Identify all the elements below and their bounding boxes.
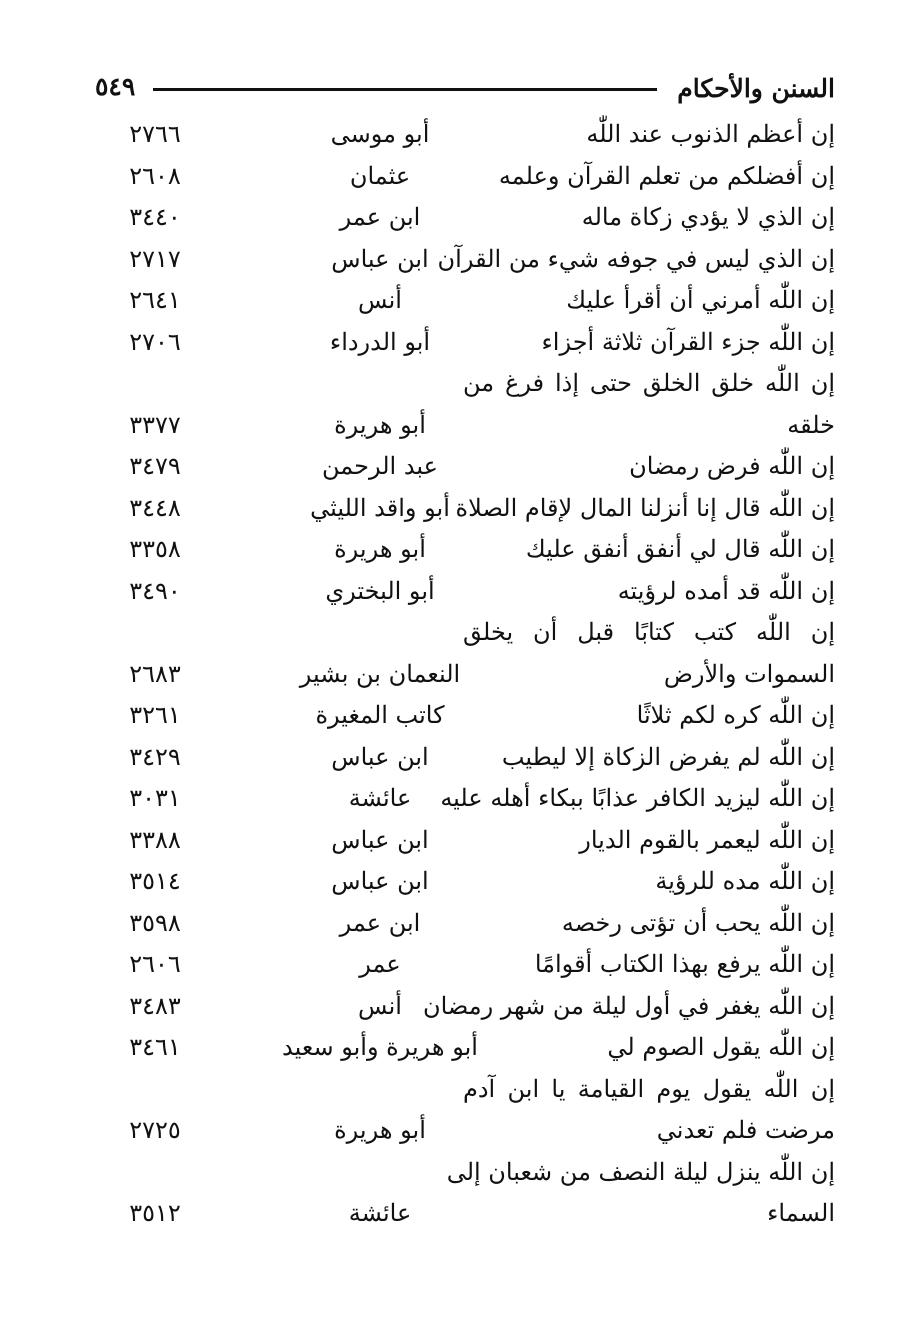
narrator-name: كاتب المغيرة (315, 701, 445, 729)
narrator-name: أنس (358, 286, 402, 314)
hadith-number: ٢٧٢٥ (129, 1116, 181, 1144)
index-row (95, 986, 835, 1028)
hadith-number: ٢٦٠٨ (129, 161, 181, 190)
index-row (95, 197, 835, 239)
index-row (95, 1027, 835, 1069)
index-row (95, 778, 835, 820)
hadith-text: إن اللّٰه لم يفرض الزكاة إلا ليطيب (501, 742, 835, 771)
hadith-number: ٢٧٠٦ (129, 327, 181, 356)
index-row (95, 612, 835, 654)
index-row (95, 114, 835, 156)
hadith-number: ٣٤٤٨ (129, 493, 181, 522)
hadith-number: ٣٤٤٠ (129, 203, 181, 231)
narrator-name: ابن عباس (331, 825, 429, 854)
narrator-name: عبد الرحمن (322, 452, 438, 480)
hadith-text: إن اللّٰه قد أمده لرؤيته (617, 576, 835, 605)
index-row (95, 446, 835, 488)
index-row (95, 363, 835, 405)
narrator-name: ابن عباس (331, 244, 429, 273)
hadith-number: ٣٤٢٩ (129, 742, 181, 771)
hadith-text: إن اللّٰه قال لي أنفق أنفق عليك (525, 535, 835, 563)
narrator-name: أبو واقد الليثي (310, 493, 450, 522)
running-title: السنن والأحكام (677, 74, 835, 103)
index-row (95, 944, 835, 986)
hadith-text: إن أفضلكم من تعلم القرآن وعلمه (498, 161, 835, 190)
header-rule (153, 88, 657, 91)
page-number: ٥٤٩ (95, 72, 136, 101)
hadith-text: إن اللّٰه أمرني أن أقرأ عليك (566, 286, 835, 314)
hadith-text: إن اللّٰه جزء القرآن ثلاثة أجزاء (541, 327, 835, 356)
narrator-name: النعمان بن بشير (299, 659, 461, 688)
index-row (95, 903, 835, 945)
index-row (95, 322, 835, 364)
hadith-number: ٢٦٤١ (129, 286, 181, 314)
hadith-text: إن اللّٰه فرض رمضان (629, 452, 835, 480)
hadith-number: ٣٣٥٨ (129, 535, 181, 563)
hadith-index (95, 114, 835, 1235)
hadith-text: إن اللّٰه كتب كتابًا قبل أن يخلق (463, 618, 835, 646)
hadith-number: ٣٢٦١ (129, 701, 181, 729)
narrator-name: ابن عباس (331, 867, 429, 895)
narrator-name: عمر (359, 950, 401, 978)
hadith-text: إن الذي ليس في جوفه شيء من القرآن (437, 244, 835, 273)
narrator-name: أبو موسى (330, 120, 430, 148)
hadith-number: ٣٥١٤ (129, 867, 181, 895)
page-header (95, 70, 835, 110)
index-row (95, 280, 835, 322)
hadith-number: ٣٠٣١ (129, 784, 181, 812)
index-row (95, 488, 835, 530)
index-row (95, 1069, 835, 1111)
hadith-number: ٣٣٨٨ (129, 825, 181, 854)
index-row (95, 239, 835, 281)
index-row (95, 1193, 835, 1235)
narrator-name: أنس (358, 991, 402, 1020)
index-row (95, 820, 835, 862)
index-row (95, 861, 835, 903)
hadith-text: إن اللّٰه يحب أن تؤتى رخصه (561, 908, 835, 937)
narrator-name: أبو هريرة (334, 410, 426, 439)
hadith-number: ٣٤٦١ (129, 1033, 181, 1061)
narrator-name: أبو البختري (325, 576, 435, 605)
hadith-text: إن اللّٰه يغفر في أول ليلة من شهر رمضان (422, 991, 835, 1020)
narrator-name: عائشة (348, 784, 412, 812)
index-row (95, 405, 835, 447)
hadith-text: إن اللّٰه مده للرؤية (655, 867, 835, 895)
index-row (95, 529, 835, 571)
hadith-text: إن الذي لا يؤدي زكاة ماله (581, 203, 835, 231)
hadith-text: إن اللّٰه ينزل ليلة النصف من شعبان إلى (446, 1157, 835, 1186)
hadith-text: إن اللّٰه ليزيد الكافر عذابًا ببكاء أهله عليه (440, 784, 835, 812)
hadith-number: ٢٧١٧ (129, 244, 181, 273)
index-row (95, 695, 835, 737)
hadith-text: إن اللّٰه يرفع بهذا الكتاب أقوامًا (534, 950, 835, 978)
index-row (95, 571, 835, 613)
hadith-text: مرضت فلم تعدني (656, 1116, 835, 1144)
index-row (95, 737, 835, 779)
narrator-name: عائشة (348, 1199, 412, 1227)
hadith-text: إن أعظم الذنوب عند اللّٰه (586, 120, 835, 148)
hadith-number: ٣٥١٢ (129, 1199, 181, 1227)
narrator-name: عثمان (349, 161, 411, 190)
narrator-name: ابن عباس (331, 742, 429, 771)
narrator-name: ابن عمر (339, 203, 421, 231)
hadith-number: ٣٤٧٩ (129, 452, 181, 480)
hadith-number: ٣٣٧٧ (129, 410, 181, 439)
hadith-text: إن اللّٰه يقول الصوم لي (607, 1033, 835, 1061)
index-row (95, 654, 835, 696)
hadith-text: السموات والأرض (663, 659, 835, 688)
index-row (95, 1110, 835, 1152)
hadith-text: إن اللّٰه قال إنا أنزلنا المال لإقام الصلاة (455, 493, 835, 522)
hadith-text: إن اللّٰه كره لكم ثلاثًا (636, 701, 835, 729)
hadith-number: ٢٦٠٦ (129, 950, 181, 978)
narrator-name: ابن عمر (339, 908, 421, 937)
narrator-name: أبو هريرة وأبو سعيد (282, 1033, 478, 1061)
hadith-number: ٢٧٦٦ (129, 120, 181, 148)
narrator-name: أبو الدرداء (329, 327, 431, 356)
hadith-text: السماء (767, 1199, 835, 1227)
index-row (95, 156, 835, 198)
hadith-number: ٣٤٨٣ (129, 991, 181, 1020)
index-row (95, 1152, 835, 1194)
hadith-text: خلقه (787, 410, 835, 439)
hadith-number: ٢٦٨٣ (129, 659, 181, 688)
narrator-name: أبو هريرة (334, 535, 426, 563)
narrator-name: أبو هريرة (334, 1116, 426, 1144)
hadith-text: إن اللّٰه يقول يوم القيامة يا ابن آدم (463, 1074, 835, 1103)
hadith-number: ٣٥٩٨ (129, 908, 181, 937)
hadith-number: ٣٤٩٠ (129, 576, 181, 605)
hadith-text: إن اللّٰه ليعمر بالقوم الديار (579, 825, 835, 854)
hadith-text: إن اللّٰه خلق الخلق حتى إذا فرغ من (463, 369, 835, 397)
